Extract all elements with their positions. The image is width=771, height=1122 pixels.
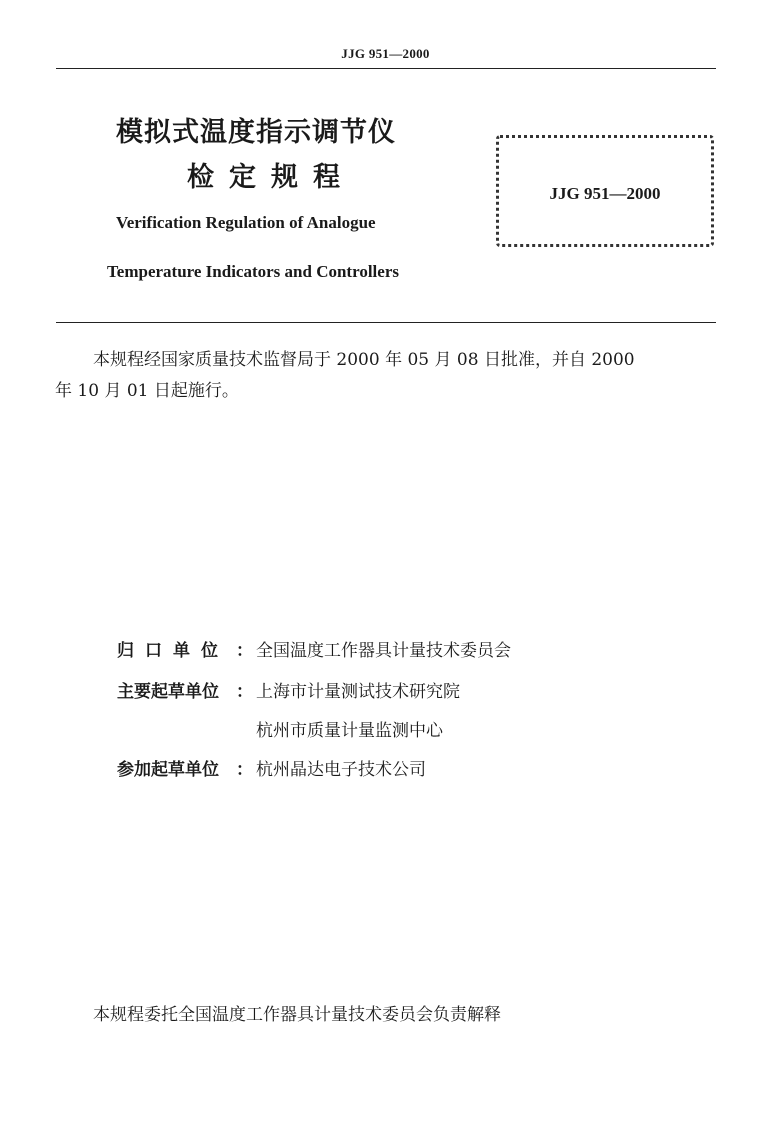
title-en-line1: Verification Regulation of Analogue [116,213,376,232]
interpretation-note: 本规程委托全国温度工作器具计量技术委员会负责解释 [93,1005,501,1025]
responsible-unit-value: 全国温度工作器具计量技术委员会 [256,641,511,661]
colon: ： [236,641,253,661]
main-drafting-label: 主要起草单位 [117,682,219,702]
code-box-text: JJG 951—2000 [549,184,661,203]
main-drafting-value-1: 上海市计量测试技术研究院 [256,682,460,702]
title-rule [56,322,716,323]
approval-line1: 本规程经国家质量技术监督局于 2000 年 05 月 08 日批准，并自 2000 [93,350,635,370]
colon: ： [236,760,253,780]
participating-label: 参加起草单位 [117,760,219,780]
main-drafting-value-2: 杭州市质量计量监测中心 [256,721,443,741]
title-cn-line1: 模拟式温度指示调节仪 [116,117,396,148]
running-header: JJG 951—2000 [341,46,430,61]
code-box [496,135,714,247]
participating-value: 杭州晶达电子技术公司 [256,760,426,780]
header-rule [56,68,716,69]
title-cn-line2: 检定规程 [187,162,355,193]
title-en-line2: Temperature Indicators and Controllers [107,262,399,281]
responsible-unit-label: 归口单位 [117,641,229,661]
colon: ： [236,682,253,702]
approval-line2: 年 10 月 01 日起施行。 [55,381,239,401]
